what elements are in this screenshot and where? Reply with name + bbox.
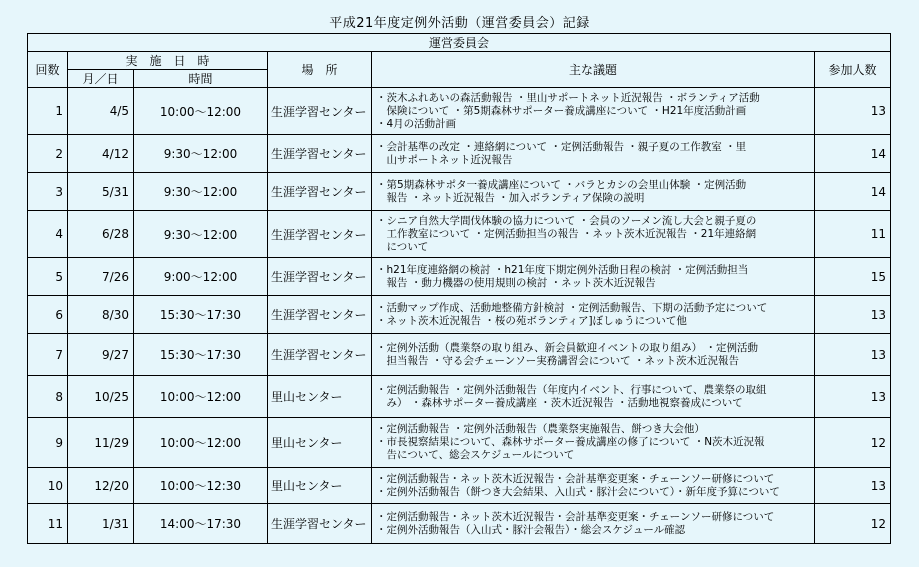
col-header-time: 時間 <box>134 70 268 88</box>
row-number: 10 <box>28 468 68 504</box>
topic-line: ・定例外活動（農業祭の取り組み、新会員歓迎イベントの取り組み） ・定例活動 <box>376 341 758 354</box>
row-date: 7/26 <box>68 258 134 296</box>
topic-line: ・定例活動報告・ネット茨木近況報告・会計基準変更案・チェーンソー研修について <box>376 472 775 485</box>
topic-line: ・定例外活動報告（入山式・豚汁会報告）・総会スケジュール確認 <box>376 523 686 536</box>
row-date: 11/29 <box>68 418 134 468</box>
row-topics <box>372 211 815 258</box>
table-row <box>28 418 891 468</box>
topic-line: ・定例外活動報告（餅つき大会結果、入山式・豚汁会について）・新年度予算について <box>376 485 780 498</box>
row-topics <box>372 468 815 504</box>
row-attendee-count: 15 <box>815 258 891 296</box>
row-number: 5 <box>28 258 68 296</box>
row-time: 9:30～12:00 <box>134 173 268 211</box>
row-place: 生涯学習センター <box>268 258 372 296</box>
row-place: 生涯学習センター <box>268 135 372 173</box>
topic-line: ・定例活動報告 ・定例外活動報告（農業祭実施報告、餅つき大会他） <box>376 423 705 435</box>
row-time: 10:00～12:00 <box>134 418 268 468</box>
row-date: 4/12 <box>68 135 134 173</box>
row-place: 生涯学習センター <box>268 173 372 211</box>
row-time: 15:30～17:30 <box>134 296 268 334</box>
topic-line: ・ネット茨木近況報告 ・桜の苑ボランティア]ぼしゅうについて他 <box>376 314 687 327</box>
row-attendee-count: 13 <box>815 296 891 334</box>
row-place: 里山センター <box>268 376 372 418</box>
row-topics <box>372 173 815 211</box>
topic-line: ・活動マップ作成、活動地整備方針検討 ・定例活動報告、下期の活動予定について <box>376 301 768 314</box>
topic-line: 報告 ・ネット近況報告 ・加入ボランティア保険の説明 <box>376 191 645 204</box>
row-place: 生涯学習センター <box>268 504 372 544</box>
row-date: 9/27 <box>68 334 134 376</box>
topic-line: ・市長視察結果について、森林サポーター養成講座の修了について ・N茨木近況報 <box>376 436 765 448</box>
row-attendee-count: 13 <box>815 334 891 376</box>
row-date: 1/31 <box>68 504 134 544</box>
table-row <box>28 296 891 334</box>
topic-line: 工作教室について ・定例活動担当の報告 ・ネット茨木近況報告 ・21年連絡網 <box>376 227 757 240</box>
row-attendee-count: 14 <box>815 173 891 211</box>
topic-line: 担当報告 ・守る会チェーンソー実務講習会について ・ネット茨木近況報告 <box>376 354 739 367</box>
col-header-place: 場 所 <box>268 52 372 88</box>
table-row <box>28 334 891 376</box>
col-header-date-group: 実 施 日 時 <box>68 52 268 70</box>
row-topics <box>372 504 815 544</box>
row-number: 1 <box>28 88 68 135</box>
row-place: 生涯学習センター <box>268 211 372 258</box>
row-attendee-count: 12 <box>815 418 891 468</box>
row-number: 7 <box>28 334 68 376</box>
row-number: 11 <box>28 504 68 544</box>
row-topics <box>372 135 815 173</box>
records-table <box>27 33 891 544</box>
row-date: 12/20 <box>68 468 134 504</box>
topic-line: について <box>376 240 429 253</box>
row-place: 里山センター <box>268 468 372 504</box>
topic-line: 報告 ・動力機器の使用規則の検討 ・ネット茨木近況報告 <box>376 276 656 289</box>
row-time: 10:00～12:00 <box>134 88 268 135</box>
row-date: 5/31 <box>68 173 134 211</box>
row-topics <box>372 418 815 468</box>
row-place: 里山センター <box>268 418 372 468</box>
col-header-month-day: 月／日 <box>68 70 134 88</box>
row-number: 6 <box>28 296 68 334</box>
topic-line: 保険について ・第5期森林サポーター養成講座について ・H21年度活動計画 <box>376 104 747 117</box>
topic-line: ・定例活動報告・ネット茨木近況報告・会計基準変更案・チェーンソー研修について <box>376 510 775 523</box>
row-number: 4 <box>28 211 68 258</box>
row-number: 3 <box>28 173 68 211</box>
row-topics <box>372 296 815 334</box>
row-place: 生涯学習センター <box>268 334 372 376</box>
table-row <box>28 258 891 296</box>
topic-line: 告について、総会スケジュールについて <box>376 449 575 461</box>
row-time: 10:00～12:00 <box>134 376 268 418</box>
row-time: 14:00～17:30 <box>134 504 268 544</box>
table-row <box>28 504 891 544</box>
table-row <box>28 468 891 504</box>
col-header-attendees: 参加人数 <box>815 52 891 88</box>
row-date: 10/25 <box>68 376 134 418</box>
row-topics <box>372 88 815 135</box>
row-date: 6/28 <box>68 211 134 258</box>
row-topics <box>372 334 815 376</box>
row-attendee-count: 13 <box>815 376 891 418</box>
row-time: 10:00～12:30 <box>134 468 268 504</box>
table-row <box>28 376 891 418</box>
row-attendee-count: 14 <box>815 135 891 173</box>
row-number: 2 <box>28 135 68 173</box>
page-title: 平成21年度定例外活動（運営委員会）記録 <box>329 16 590 31</box>
row-number: 9 <box>28 418 68 468</box>
row-time: 15:30～17:30 <box>134 334 268 376</box>
topic-line: ・h21年度連絡網の検討 ・h21年度下期定例外活動日程の検討 ・定例活動担当 <box>376 263 749 276</box>
table-row <box>28 173 891 211</box>
row-topics <box>372 376 815 418</box>
topic-line: ・シニア自然大学間伐体験の協力について ・会員のソーメン流し大会と親子夏の <box>376 214 757 227</box>
topic-line: ・会計基準の改定 ・連絡網について ・定例活動報告 ・親子夏の工作教室 ・里 <box>376 140 747 153</box>
col-header-topics: 主な議題 <box>372 52 815 88</box>
topic-line: ・第5期森林サポタ一養成講座について ・バラとカシの会里山体験 ・定例活動 <box>376 178 747 191</box>
row-time: 9:30～12:00 <box>134 211 268 258</box>
table-row <box>28 211 891 258</box>
row-place: 生涯学習センター <box>268 88 372 135</box>
topic-line: ・4月の活動計画 <box>376 117 457 130</box>
row-attendee-count: 11 <box>815 211 891 258</box>
row-attendee-count: 13 <box>815 88 891 135</box>
topic-line: 山サポートネット近況報告 <box>376 153 513 166</box>
row-date: 4/5 <box>68 88 134 135</box>
row-attendee-count: 12 <box>815 504 891 544</box>
section-header: 運営委員会 <box>28 34 891 52</box>
row-time: 9:00～12:00 <box>134 258 268 296</box>
topic-line: み） ・森林サポーター養成講座 ・茨木近況報告 ・活動地視察養成について <box>376 396 743 409</box>
row-date: 8/30 <box>68 296 134 334</box>
row-time: 9:30～12:00 <box>134 135 268 173</box>
topic-line: ・茨木ふれあいの森活動報告 ・里山サポートネット近況報告 ・ボランティア活動 <box>376 91 760 104</box>
row-place: 生涯学習センター <box>268 296 372 334</box>
col-header-no: 回数 <box>28 52 68 88</box>
table-row <box>28 135 891 173</box>
topic-line: ・定例活動報告 ・定例外活動報告（年度内イベント、行事について、農業祭の取組 <box>376 383 767 396</box>
row-number: 8 <box>28 376 68 418</box>
row-topics <box>372 258 815 296</box>
row-attendee-count: 13 <box>815 468 891 504</box>
table-row <box>28 88 891 135</box>
